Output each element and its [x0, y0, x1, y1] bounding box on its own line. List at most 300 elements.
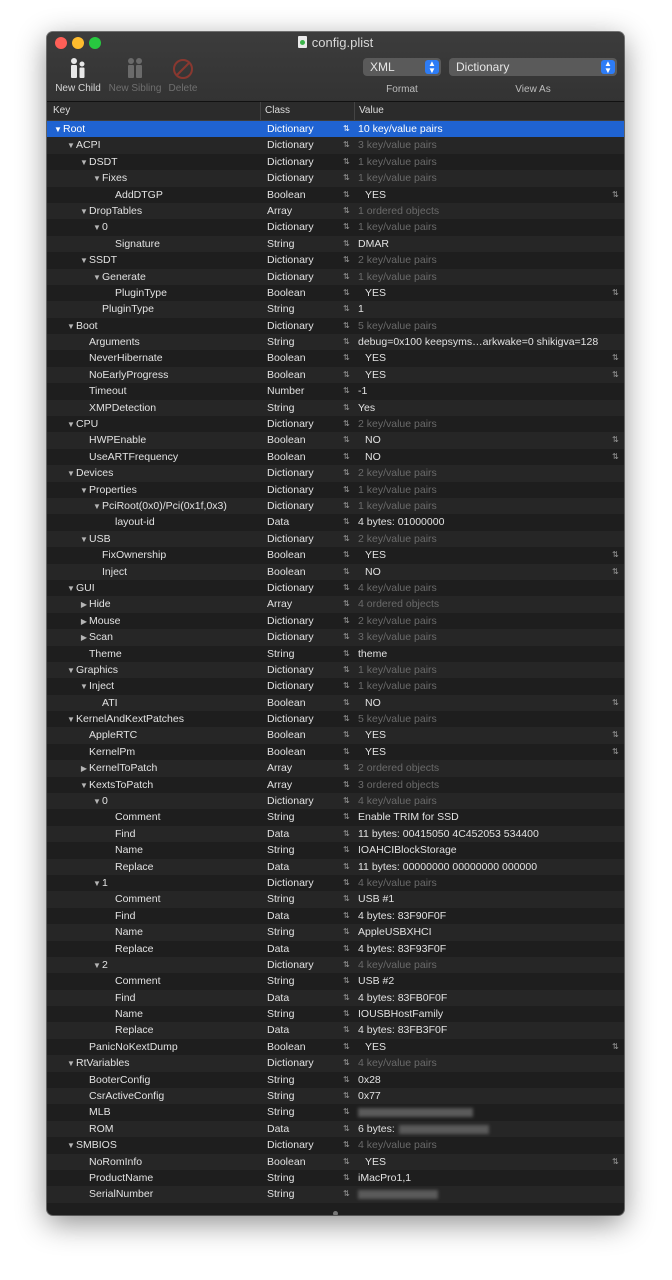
row-class[interactable]: String — [267, 647, 295, 660]
row-class[interactable]: Boolean — [267, 745, 306, 758]
row-key[interactable] — [105, 187, 163, 203]
row-class[interactable]: Boolean — [267, 696, 306, 709]
row-key[interactable] — [105, 859, 154, 875]
row-class[interactable]: Dictionary — [267, 467, 314, 480]
class-stepper-icon[interactable]: ⇅ — [343, 271, 350, 281]
outline-row[interactable] — [47, 908, 624, 924]
row-value[interactable]: YES — [365, 352, 387, 365]
outline-row[interactable] — [47, 973, 624, 989]
row-value[interactable]: USB #2 — [358, 975, 395, 988]
row-key[interactable] — [92, 957, 108, 974]
disclosure-open-icon[interactable]: ▼ — [67, 715, 75, 725]
class-stepper-icon[interactable]: ⇅ — [343, 1041, 350, 1051]
row-value[interactable] — [358, 1186, 438, 1202]
row-key[interactable] — [79, 1154, 142, 1170]
row-value[interactable]: 1 — [358, 303, 364, 316]
row-key[interactable] — [79, 400, 156, 416]
outline-row[interactable] — [47, 809, 624, 825]
row-class[interactable]: Dictionary — [267, 319, 314, 332]
disclosure-open-icon[interactable]: ▼ — [80, 780, 88, 790]
row-key[interactable] — [105, 809, 161, 825]
row-class[interactable]: Dictionary — [267, 958, 314, 971]
class-stepper-icon[interactable]: ⇅ — [343, 517, 350, 527]
new-sibling-button[interactable]: New Sibling — [107, 56, 163, 94]
disclosure-open-icon[interactable]: ▼ — [80, 485, 88, 495]
boolean-stepper-icon[interactable]: ⇅ — [612, 353, 619, 363]
row-key[interactable] — [79, 1121, 114, 1137]
row-value[interactable]: 4 bytes: 83FB0F0F — [358, 991, 448, 1004]
outline-row[interactable] — [47, 269, 624, 285]
row-key[interactable] — [79, 350, 163, 366]
outline-row[interactable] — [47, 793, 624, 809]
row-class[interactable]: Dictionary — [267, 418, 314, 431]
row-key[interactable] — [105, 826, 135, 842]
class-column-header[interactable]: Class — [260, 102, 290, 120]
outline-row[interactable] — [47, 1055, 624, 1071]
class-stepper-icon[interactable]: ⇅ — [343, 1140, 350, 1150]
outline-row[interactable] — [47, 318, 624, 334]
row-key[interactable] — [79, 334, 140, 350]
class-stepper-icon[interactable]: ⇅ — [343, 1009, 350, 1019]
row-key[interactable] — [66, 318, 98, 335]
row-key[interactable] — [92, 269, 146, 286]
outline-row[interactable] — [47, 219, 624, 235]
boolean-stepper-icon[interactable]: ⇅ — [612, 1041, 619, 1051]
row-key[interactable] — [105, 1022, 154, 1038]
class-stepper-icon[interactable]: ⇅ — [343, 287, 350, 297]
class-stepper-icon[interactable]: ⇅ — [343, 1058, 350, 1068]
class-stepper-icon[interactable]: ⇅ — [343, 697, 350, 707]
row-class[interactable]: Array — [267, 762, 293, 775]
outline-row[interactable] — [47, 1022, 624, 1038]
outline-row[interactable] — [47, 154, 624, 170]
class-stepper-icon[interactable]: ⇅ — [343, 632, 350, 642]
class-stepper-icon[interactable]: ⇅ — [343, 877, 350, 887]
class-stepper-icon[interactable]: ⇅ — [343, 992, 350, 1002]
row-key[interactable] — [92, 564, 127, 580]
row-value[interactable]: debug=0x100 keepsyms…arkwake=0 shikigva=128 — [358, 336, 599, 349]
row-class[interactable]: Dictionary — [267, 680, 314, 693]
row-class[interactable]: String — [267, 926, 295, 939]
row-value[interactable]: 10 key/value pairs — [358, 123, 443, 135]
row-class[interactable]: Dictionary — [267, 254, 314, 267]
row-key[interactable] — [79, 1039, 178, 1055]
row-key[interactable] — [79, 596, 111, 613]
row-key[interactable] — [79, 432, 146, 448]
outline-row[interactable] — [47, 1104, 624, 1120]
row-key[interactable] — [79, 1170, 153, 1186]
row-class[interactable]: Dictionary — [267, 581, 314, 594]
row-value[interactable]: 4 bytes: 83F93F0F — [358, 942, 447, 955]
outline-row[interactable] — [47, 137, 624, 153]
outline-row[interactable] — [47, 465, 624, 481]
class-stepper-icon[interactable]: ⇅ — [343, 500, 350, 510]
row-class[interactable]: Dictionary — [267, 1139, 314, 1152]
outline-row[interactable] — [47, 498, 624, 514]
disclosure-open-icon[interactable]: ▼ — [67, 321, 75, 331]
boolean-stepper-icon[interactable]: ⇅ — [612, 566, 619, 576]
row-key[interactable] — [92, 170, 127, 187]
disclosure-open-icon[interactable]: ▼ — [93, 174, 101, 184]
class-stepper-icon[interactable]: ⇅ — [343, 124, 350, 133]
row-value[interactable]: YES — [365, 729, 387, 742]
row-class[interactable]: Dictionary — [267, 155, 314, 168]
class-stepper-icon[interactable]: ⇅ — [343, 255, 350, 265]
class-stepper-icon[interactable]: ⇅ — [343, 566, 350, 576]
disclosure-open-icon[interactable]: ▼ — [93, 878, 101, 888]
row-key[interactable] — [66, 416, 98, 433]
boolean-stepper-icon[interactable]: ⇅ — [612, 451, 619, 461]
scroll-indicator[interactable] — [333, 1211, 338, 1215]
outline-row[interactable] — [47, 170, 624, 186]
row-key[interactable] — [92, 301, 154, 317]
row-key[interactable] — [105, 924, 143, 940]
row-key[interactable] — [79, 1072, 150, 1088]
key-column-header[interactable]: Key — [53, 105, 71, 116]
class-stepper-icon[interactable]: ⇅ — [343, 927, 350, 937]
outline-row[interactable] — [47, 482, 624, 498]
class-stepper-icon[interactable]: ⇅ — [343, 1189, 350, 1199]
delete-button[interactable]: Delete — [165, 56, 201, 94]
row-key[interactable] — [53, 121, 85, 138]
row-class[interactable]: Data — [267, 942, 290, 955]
row-key[interactable] — [79, 629, 113, 646]
outline-row[interactable] — [47, 334, 624, 350]
class-stepper-icon[interactable]: ⇅ — [343, 304, 350, 314]
row-key[interactable] — [105, 842, 143, 858]
row-value[interactable]: DMAR — [358, 237, 389, 250]
outline-row[interactable] — [47, 121, 624, 137]
outline-row[interactable] — [47, 859, 624, 875]
class-stepper-icon[interactable]: ⇅ — [343, 337, 350, 347]
row-class[interactable]: Data — [267, 827, 290, 840]
row-class[interactable]: String — [267, 336, 295, 349]
class-stepper-icon[interactable]: ⇅ — [343, 1074, 350, 1084]
outline-row[interactable] — [47, 826, 624, 842]
row-class[interactable]: Array — [267, 598, 293, 611]
outline-row[interactable] — [47, 383, 624, 399]
row-class[interactable]: Data — [267, 516, 290, 529]
row-class[interactable]: String — [267, 811, 295, 824]
row-key[interactable] — [79, 777, 153, 794]
class-stepper-icon[interactable]: ⇅ — [343, 435, 350, 445]
class-stepper-icon[interactable]: ⇅ — [343, 205, 350, 215]
row-key[interactable] — [66, 1055, 130, 1072]
class-stepper-icon[interactable]: ⇅ — [343, 894, 350, 904]
row-value[interactable]: IOUSBHostFamily — [358, 1008, 444, 1021]
outline-row[interactable] — [47, 875, 624, 891]
outline-row[interactable] — [47, 1006, 624, 1022]
outline-row[interactable] — [47, 564, 624, 580]
row-class[interactable]: Boolean — [267, 450, 306, 463]
row-key[interactable] — [92, 875, 108, 892]
class-stepper-icon[interactable]: ⇅ — [343, 943, 350, 953]
class-stepper-icon[interactable]: ⇅ — [343, 959, 350, 969]
row-class[interactable]: Dictionary — [267, 631, 314, 644]
outline-row[interactable] — [47, 646, 624, 662]
outline-row[interactable] — [47, 350, 624, 366]
row-class[interactable]: String — [267, 1188, 295, 1201]
row-class[interactable]: Dictionary — [267, 139, 314, 152]
row-class[interactable]: Dictionary — [267, 713, 314, 726]
outline-row[interactable] — [47, 613, 624, 629]
row-class[interactable]: String — [267, 893, 295, 906]
outline-row[interactable] — [47, 547, 624, 563]
disclosure-open-icon[interactable]: ▼ — [80, 206, 88, 216]
row-value[interactable]: YES — [365, 549, 387, 562]
row-class[interactable]: Boolean — [267, 729, 306, 742]
row-class[interactable]: Data — [267, 1122, 290, 1135]
row-class[interactable]: String — [267, 401, 295, 414]
row-key[interactable] — [79, 1104, 111, 1120]
row-value[interactable]: Yes — [358, 401, 376, 414]
row-value[interactable]: 4 bytes: 01000000 — [358, 516, 445, 529]
row-key[interactable] — [79, 613, 121, 630]
disclosure-open-icon[interactable]: ▼ — [67, 420, 75, 430]
row-class[interactable]: Dictionary — [267, 663, 314, 676]
row-key[interactable] — [105, 941, 154, 957]
outline-row[interactable] — [47, 629, 624, 645]
row-key[interactable] — [92, 695, 118, 711]
row-key[interactable] — [66, 1137, 117, 1154]
row-key[interactable] — [105, 990, 135, 1006]
class-stepper-icon[interactable]: ⇅ — [343, 1107, 350, 1117]
row-key[interactable] — [79, 482, 137, 499]
boolean-stepper-icon[interactable]: ⇅ — [612, 550, 619, 560]
class-stepper-icon[interactable]: ⇅ — [343, 664, 350, 674]
row-class[interactable]: Boolean — [267, 368, 306, 381]
outline-row[interactable] — [47, 449, 624, 465]
row-class[interactable]: Array — [267, 778, 293, 791]
row-class[interactable]: String — [267, 975, 295, 988]
disclosure-open-icon[interactable]: ▼ — [67, 141, 75, 151]
boolean-stepper-icon[interactable]: ⇅ — [612, 287, 619, 297]
outline-row[interactable] — [47, 1039, 624, 1055]
disclosure-open-icon[interactable]: ▼ — [80, 682, 88, 692]
row-key[interactable] — [66, 662, 118, 679]
row-key[interactable] — [79, 531, 111, 548]
outline-row[interactable] — [47, 842, 624, 858]
row-class[interactable]: String — [267, 303, 295, 316]
row-class[interactable]: Dictionary — [267, 614, 314, 627]
outline-row[interactable] — [47, 662, 624, 678]
class-stepper-icon[interactable]: ⇅ — [343, 1025, 350, 1035]
disclosure-open-icon[interactable]: ▼ — [80, 256, 88, 266]
row-key[interactable] — [105, 891, 161, 907]
outline-row[interactable] — [47, 596, 624, 612]
row-key[interactable] — [66, 465, 113, 482]
row-value[interactable]: 0x77 — [358, 1090, 381, 1103]
row-key[interactable] — [66, 711, 184, 728]
row-class[interactable]: Dictionary — [267, 876, 314, 889]
disclosure-open-icon[interactable]: ▼ — [67, 469, 75, 479]
outline-row[interactable] — [47, 514, 624, 530]
row-class[interactable]: String — [267, 237, 295, 250]
disclosure-open-icon[interactable]: ▼ — [93, 272, 101, 282]
row-key[interactable] — [105, 514, 155, 530]
class-stepper-icon[interactable]: ⇅ — [343, 648, 350, 658]
disclosure-open-icon[interactable]: ▼ — [67, 1059, 75, 1069]
row-value[interactable]: 4 bytes: 83F90F0F — [358, 909, 447, 922]
row-key[interactable] — [105, 1006, 143, 1022]
outline-row[interactable] — [47, 580, 624, 596]
disclosure-closed-icon[interactable]: ▶ — [80, 633, 88, 643]
outline-row[interactable] — [47, 695, 624, 711]
row-value[interactable]: 0x28 — [358, 1073, 381, 1086]
disclosure-open-icon[interactable]: ▼ — [67, 665, 75, 675]
row-class[interactable]: String — [267, 1073, 295, 1086]
row-key[interactable] — [105, 285, 167, 301]
class-stepper-icon[interactable]: ⇅ — [343, 238, 350, 248]
boolean-stepper-icon[interactable]: ⇅ — [612, 189, 619, 199]
outline-row[interactable] — [47, 727, 624, 743]
disclosure-open-icon[interactable]: ▼ — [93, 797, 101, 807]
class-stepper-icon[interactable]: ⇅ — [343, 615, 350, 625]
row-key[interactable] — [79, 154, 118, 171]
boolean-stepper-icon[interactable]: ⇅ — [612, 697, 619, 707]
row-class[interactable]: Array — [267, 204, 293, 217]
outline-row[interactable] — [47, 1154, 624, 1170]
class-stepper-icon[interactable]: ⇅ — [343, 582, 350, 592]
row-class[interactable]: Data — [267, 991, 290, 1004]
outline-row[interactable] — [47, 711, 624, 727]
row-key[interactable] — [79, 760, 157, 777]
class-stepper-icon[interactable]: ⇅ — [343, 1123, 350, 1133]
class-stepper-icon[interactable]: ⇅ — [343, 763, 350, 773]
row-value[interactable]: theme — [358, 647, 388, 660]
value-column-header[interactable]: Value — [354, 102, 384, 120]
outline-row[interactable] — [47, 924, 624, 940]
row-class[interactable]: Dictionary — [267, 483, 314, 496]
boolean-stepper-icon[interactable]: ⇅ — [612, 746, 619, 756]
row-class[interactable]: Boolean — [267, 1155, 306, 1168]
class-stepper-icon[interactable]: ⇅ — [343, 451, 350, 461]
outline-row[interactable] — [47, 203, 624, 219]
outline-row[interactable] — [47, 1072, 624, 1088]
outline-row[interactable] — [47, 891, 624, 907]
class-stepper-icon[interactable]: ⇅ — [343, 156, 350, 166]
disclosure-open-icon[interactable]: ▼ — [67, 1141, 75, 1151]
row-class[interactable]: Boolean — [267, 352, 306, 365]
outline-row[interactable] — [47, 301, 624, 317]
row-key[interactable] — [79, 678, 114, 695]
row-class[interactable]: String — [267, 1008, 295, 1021]
disclosure-closed-icon[interactable]: ▶ — [80, 600, 88, 610]
outline-row[interactable] — [47, 187, 624, 203]
row-class[interactable]: String — [267, 1106, 295, 1119]
outline-row[interactable] — [47, 941, 624, 957]
row-class[interactable]: Dictionary — [267, 123, 314, 135]
row-value[interactable]: YES — [365, 188, 387, 201]
outline-row[interactable] — [47, 1088, 624, 1104]
class-stepper-icon[interactable]: ⇅ — [343, 386, 350, 396]
row-class[interactable]: String — [267, 844, 295, 857]
row-key[interactable] — [79, 252, 117, 269]
outline-row[interactable] — [47, 432, 624, 448]
row-class[interactable]: Boolean — [267, 1040, 306, 1053]
class-stepper-icon[interactable]: ⇅ — [343, 714, 350, 724]
disclosure-open-icon[interactable]: ▼ — [93, 223, 101, 233]
class-stepper-icon[interactable]: ⇅ — [343, 484, 350, 494]
class-stepper-icon[interactable]: ⇅ — [343, 468, 350, 478]
outline-row[interactable] — [47, 236, 624, 252]
class-stepper-icon[interactable]: ⇅ — [343, 746, 350, 756]
class-stepper-icon[interactable]: ⇅ — [343, 419, 350, 429]
row-value[interactable]: AppleUSBXHCI — [358, 926, 432, 939]
class-stepper-icon[interactable]: ⇅ — [343, 828, 350, 838]
row-key[interactable] — [92, 547, 166, 563]
format-popup[interactable]: XML ▲ ▼ — [363, 58, 441, 76]
class-stepper-icon[interactable]: ⇅ — [343, 1173, 350, 1182]
row-key[interactable] — [79, 383, 127, 399]
boolean-stepper-icon[interactable]: ⇅ — [612, 369, 619, 379]
row-class[interactable]: Dictionary — [267, 499, 314, 512]
outline-row[interactable] — [47, 1137, 624, 1153]
row-value[interactable]: YES — [365, 1040, 387, 1053]
row-value[interactable]: YES — [365, 745, 387, 758]
row-key[interactable] — [105, 973, 161, 989]
boolean-stepper-icon[interactable]: ⇅ — [612, 730, 619, 740]
row-class[interactable]: Boolean — [267, 286, 306, 299]
class-stepper-icon[interactable]: ⇅ — [343, 1091, 350, 1101]
outline-row[interactable] — [47, 760, 624, 776]
outline-row[interactable] — [47, 285, 624, 301]
row-key[interactable] — [79, 367, 168, 383]
outline-row[interactable] — [47, 777, 624, 793]
row-value[interactable]: USB #1 — [358, 893, 395, 906]
disclosure-open-icon[interactable]: ▼ — [67, 583, 75, 593]
disclosure-open-icon[interactable]: ▼ — [54, 125, 62, 134]
row-key[interactable] — [79, 449, 178, 465]
outline-row[interactable] — [47, 1170, 624, 1186]
row-key[interactable] — [92, 793, 108, 810]
row-class[interactable]: Dictionary — [267, 532, 314, 545]
row-class[interactable]: Boolean — [267, 434, 306, 447]
row-value[interactable]: YES — [365, 368, 387, 381]
row-class[interactable]: Number — [267, 385, 305, 398]
row-value[interactable]: YES — [365, 286, 387, 299]
class-stepper-icon[interactable]: ⇅ — [343, 320, 350, 330]
class-stepper-icon[interactable]: ⇅ — [343, 402, 350, 412]
row-value[interactable]: NO — [365, 565, 381, 578]
row-class[interactable]: Data — [267, 909, 290, 922]
row-class[interactable]: Dictionary — [267, 221, 314, 234]
disclosure-closed-icon[interactable]: ▶ — [80, 764, 88, 774]
outline-row[interactable] — [47, 1186, 624, 1202]
row-key[interactable] — [66, 580, 95, 597]
row-value[interactable]: -1 — [358, 385, 368, 398]
class-stepper-icon[interactable]: ⇅ — [343, 861, 350, 871]
class-stepper-icon[interactable]: ⇅ — [343, 730, 350, 740]
class-stepper-icon[interactable]: ⇅ — [343, 976, 350, 986]
class-stepper-icon[interactable]: ⇅ — [343, 796, 350, 806]
class-stepper-icon[interactable]: ⇅ — [343, 222, 350, 232]
outline-row[interactable] — [47, 416, 624, 432]
outline-row[interactable] — [47, 400, 624, 416]
class-stepper-icon[interactable]: ⇅ — [343, 681, 350, 691]
row-value[interactable]: 11 bytes: 00000000 00000000 000000 — [358, 860, 538, 873]
class-stepper-icon[interactable]: ⇅ — [343, 599, 350, 609]
boolean-stepper-icon[interactable]: ⇅ — [612, 1156, 619, 1166]
row-value[interactable]: IOAHCIBlockStorage — [358, 844, 457, 857]
class-stepper-icon[interactable]: ⇅ — [343, 779, 350, 789]
row-class[interactable]: Data — [267, 860, 290, 873]
class-stepper-icon[interactable]: ⇅ — [343, 550, 350, 560]
row-key[interactable] — [92, 498, 227, 515]
outline-row[interactable] — [47, 990, 624, 1006]
outline-row[interactable] — [47, 531, 624, 547]
new-child-button[interactable]: New Child — [53, 56, 103, 94]
